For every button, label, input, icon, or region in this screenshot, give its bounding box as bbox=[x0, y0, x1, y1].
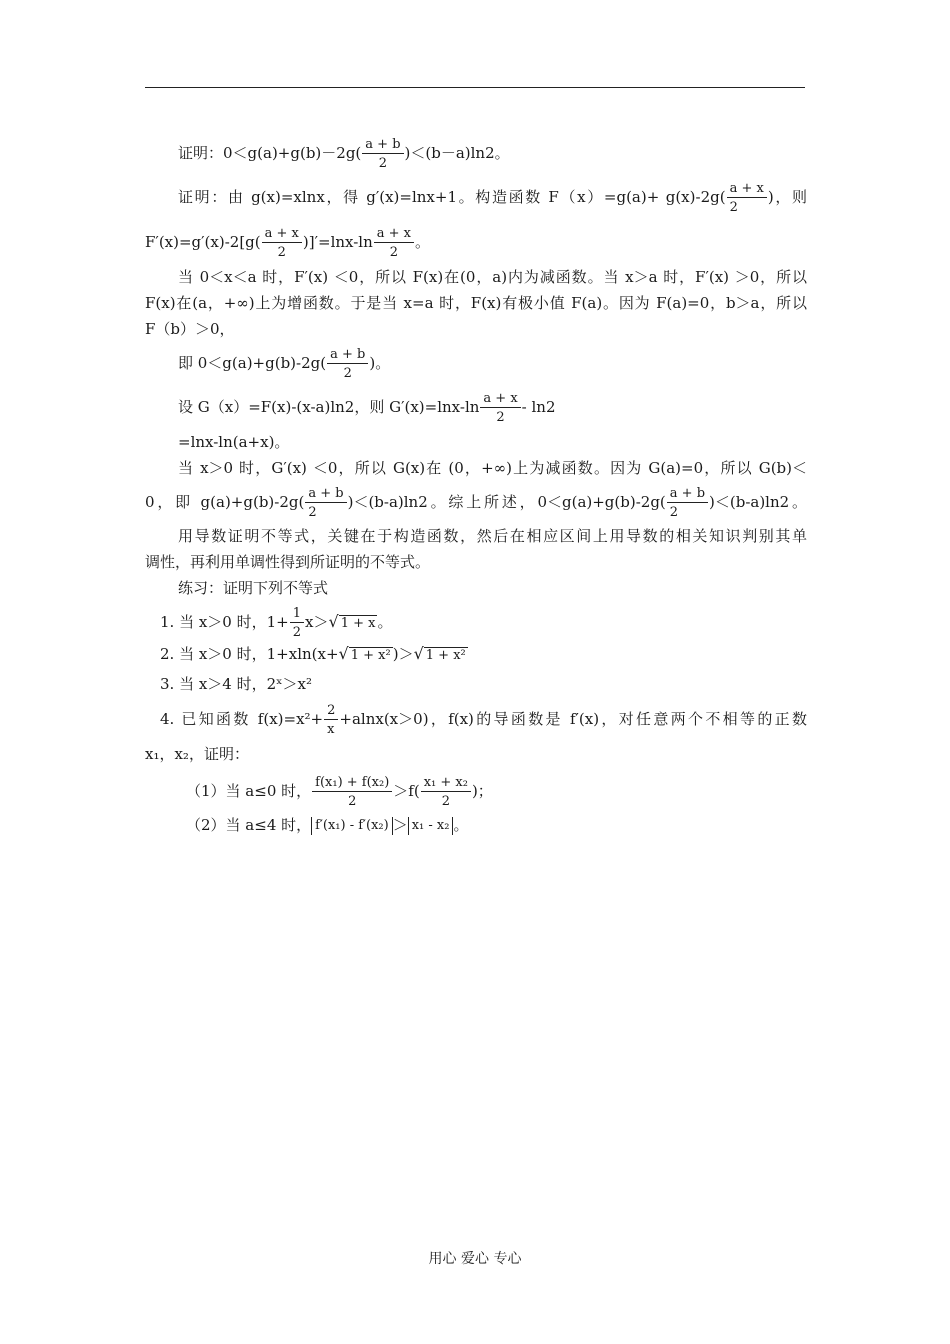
absolute-value: f′(x₁) - f′(x₂) bbox=[311, 817, 393, 835]
header-rule bbox=[145, 87, 805, 88]
sqrt: √ 1 + x² bbox=[338, 644, 391, 663]
sqrt: √ 1 + x bbox=[328, 612, 376, 631]
exercise-item-4: 4. 已知函数 f(x)=x²+ $\frac{2}{x}$ +alnx(x＞0)，f(x)的导函数是 f′(x)，对任意两个不相等的正数 bbox=[160, 703, 807, 737]
paragraph-line: F(x)在(a，+∞)上为增函数。于是当 x=a 时，F(x)有极小值 F(a)。因为 F(a)=0，b＞a，所以 bbox=[145, 294, 807, 312]
fraction: $\frac{a + x}{2}$ bbox=[262, 226, 302, 260]
inequality-line: 即 0＜g(a)+g(b)-2g( $\frac{a + b}{2}$ )。 bbox=[178, 347, 391, 381]
paragraph-line: =lnx-ln(a+x)。 bbox=[178, 433, 290, 451]
exercise-heading: 练习：证明下列不等式 bbox=[178, 579, 329, 597]
conclusion-line: 0，即 g(a)+g(b)-2g( $\frac{a + b}{2}$ )＜(b-a)ln2。综上所述，0＜g(a)+g(b)-2g( $\frac{a + b}{2}$ )＜(b-a)ln2。 bbox=[145, 486, 807, 520]
paragraph-line: F（b）＞0， bbox=[145, 320, 235, 338]
fraction: $\frac{a + b}{2}$ bbox=[327, 347, 368, 381]
exercise-item-3: 3. 当 x＞4 时，2ˣ＞x² bbox=[160, 675, 312, 693]
fraction: $\frac{a + b}{2}$ bbox=[667, 486, 708, 520]
proof-line-1: 证明：由 g(x)=xlnx，得 g′(x)=lnx+1。构造函数 F（x）=g(a)+ g(x)-2g( $\frac{a + x}{2}$ )，则 bbox=[178, 181, 807, 215]
exercise-item-1: 1. 当 x＞0 时，1+ $\frac{1}{2}$ x＞√ 1 + x 。 bbox=[160, 606, 393, 640]
fraction: $\frac{1}{2}$ bbox=[290, 606, 304, 640]
sub-item-2: （2）当 a≤4 时， f′(x₁) - f′(x₂) ＞ x₁ - x₂ 。 bbox=[186, 816, 469, 834]
page-footer: 用心 爱心 专心 bbox=[428, 1251, 522, 1267]
fraction: $\frac{a + b}{2}$ bbox=[305, 486, 346, 520]
summary-line: 用导数证明不等式，关键在于构造函数，然后在相应区间上用导数的相关知识判别其单 bbox=[178, 527, 807, 545]
exercise-item-4-cont: x₁，x₂，证明： bbox=[145, 745, 249, 763]
sub-item-1: （1）当 a≤0 时， $\frac{\text{f(x₁) + f(x₂)}}{2}$ ＞f( $\frac{\text{x₁ + x₂}}{2}$ )； bbox=[186, 775, 493, 809]
fraction: $\frac{a + x}{2}$ bbox=[374, 226, 414, 260]
paragraph-line: 当 x＞0 时，G′(x) ＜0，所以 G(x)在 (0，+∞)上为减函数。因为 G(a)=0，所以 G(b)＜ bbox=[178, 459, 807, 477]
fraction: $\frac{\text{f(x₁) + f(x₂)}}{2}$ bbox=[312, 775, 392, 809]
summary-line: 调性，再利用单调性得到所证明的不等式。 bbox=[145, 553, 431, 571]
definition-line: 设 G（x）=F(x)-(x-a)ln2，则 G′(x)=lnx-ln $\frac{a + x}{2}$ - ln2 bbox=[178, 391, 556, 425]
paragraph-line: 当 0＜x＜a 时，F′(x) ＜0，所以 F(x)在(0，a)内为减函数。当 x＞a 时，F′(x) ＞0，所以 bbox=[178, 268, 807, 286]
fraction: $\frac{2}{x}$ bbox=[324, 703, 338, 737]
fraction: $\frac{a + x}{2}$ bbox=[480, 391, 520, 425]
absolute-value: x₁ - x₂ bbox=[408, 817, 454, 835]
exercise-item-2: 2. 当 x＞0 时，1+xln(x+√ 1 + x² )＞√ 1 + x² bbox=[160, 643, 807, 667]
statement-line: 证明：0＜g(a)+g(b)－2g( $\frac{a + b}{2}$ )＜(b－a)ln2。 bbox=[178, 137, 510, 171]
fraction: $\frac{a + b}{2}$ bbox=[362, 137, 403, 171]
fraction: $\frac{\text{x₁ + x₂}}{2}$ bbox=[421, 775, 471, 809]
proof-line-2: F′(x)=g′(x)-2[g( $\frac{a + x}{2}$ )]′=lnx-ln $\frac{a + x}{2}$ 。 bbox=[145, 226, 431, 260]
sqrt: √ 1 + x² bbox=[413, 644, 466, 663]
fraction: $\frac{a + x}{2}$ bbox=[727, 181, 767, 215]
